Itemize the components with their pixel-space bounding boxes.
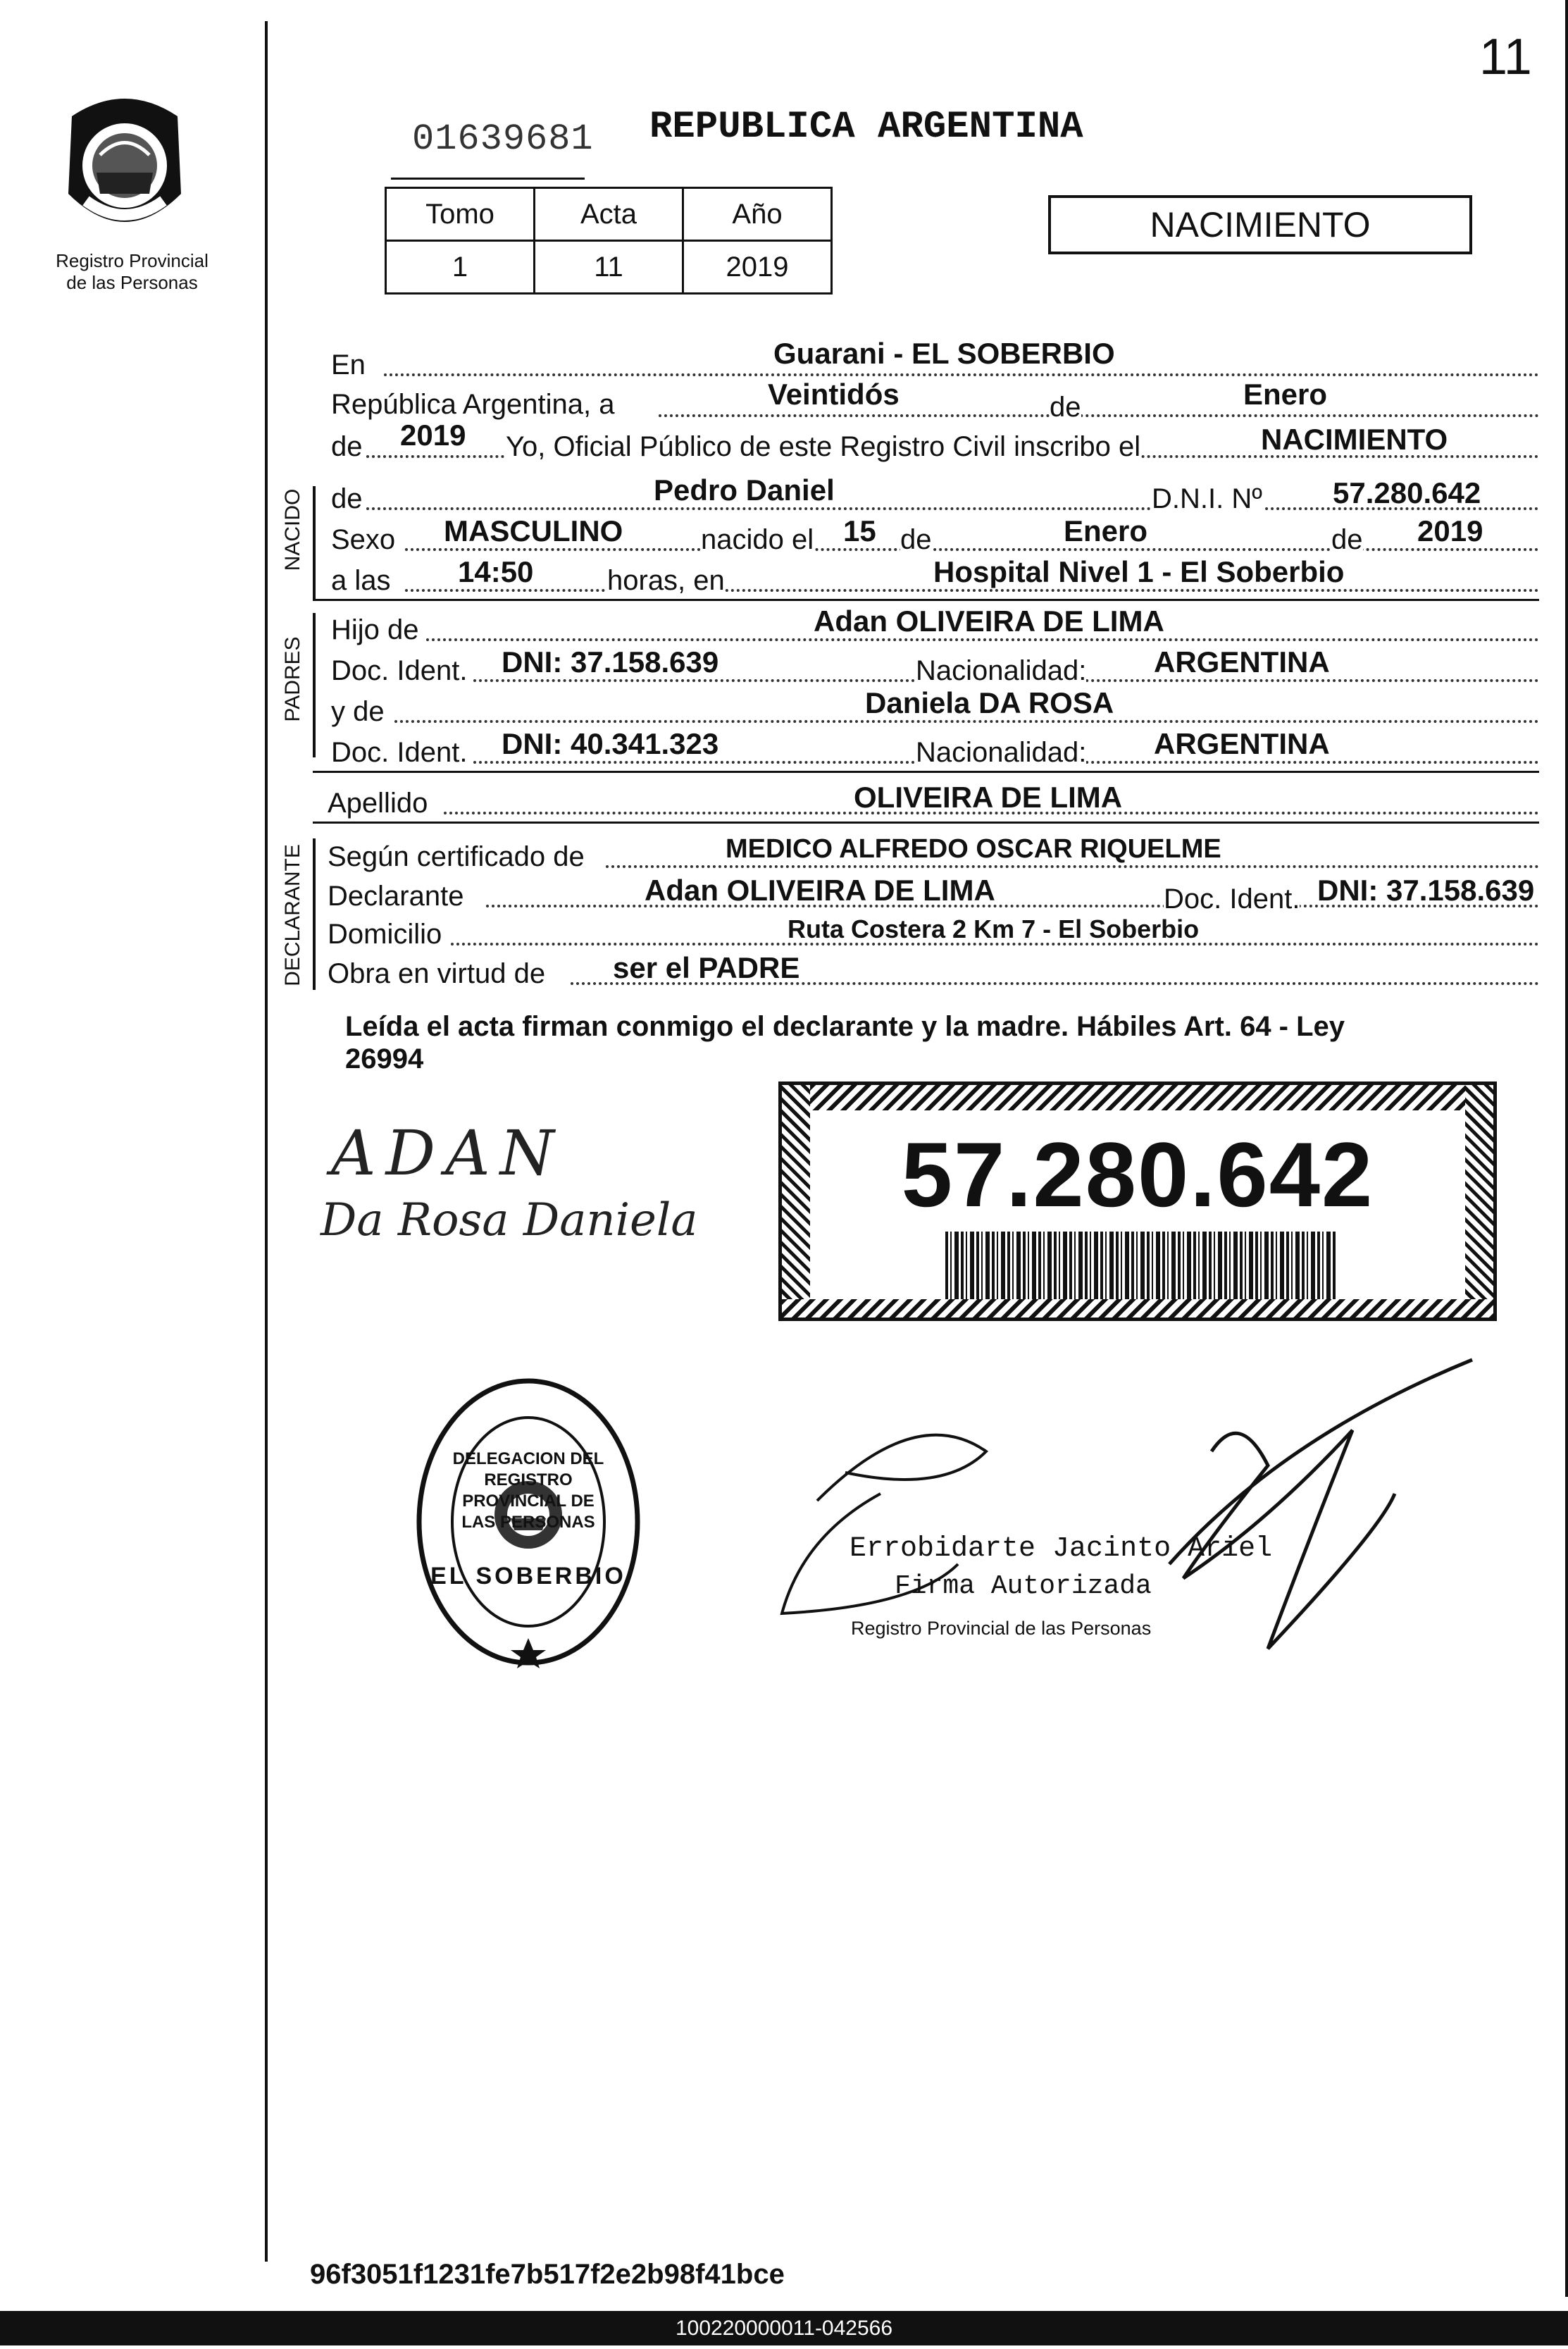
dots xyxy=(606,865,1539,868)
closing-line-2: 26994 xyxy=(345,1043,424,1074)
de2-label: de xyxy=(331,431,363,462)
nacionalidad-label: Nacionalidad: xyxy=(916,737,1087,768)
section-bar-nacido xyxy=(313,486,316,599)
provincial-logo xyxy=(58,88,192,243)
section-divider xyxy=(313,822,1539,824)
barcode xyxy=(945,1232,1337,1299)
republica-label: República Argentina, a xyxy=(331,389,615,420)
signature-declarante: ADAN xyxy=(331,1117,564,1189)
seal-text: DELEGACION DEL REGISTRO PROVINCIAL DE LAS PERSONAS xyxy=(452,1449,604,1532)
official-org: Registro Provincial de las Personas xyxy=(851,1618,1152,1639)
page-title: REPUBLICA ARGENTINA xyxy=(649,106,1083,149)
document-hash: 96f3051f1231fe7b517f2e2b98f41bce xyxy=(310,2259,785,2290)
closing-line-1: Leída el acta firman conmigo el declarante y la madre. Hábiles Art. 64 - Ley xyxy=(345,1011,1345,1042)
logo-caption xyxy=(39,250,225,294)
dots xyxy=(426,638,1539,641)
label-pattern-bottom xyxy=(782,1299,1493,1318)
value-ano: 2019 xyxy=(683,241,832,294)
domicilio-value: Ruta Costera 2 Km 7 - El Soberbio xyxy=(788,915,1200,943)
serial-number: 01639681 xyxy=(412,118,594,160)
day-value: Veintidós xyxy=(768,378,900,411)
seal-inner-text: EL SOBERBIO xyxy=(430,1563,626,1589)
birth-month: Enero xyxy=(1064,514,1148,547)
y-de-label: y de xyxy=(331,696,385,727)
dni-barcode-label xyxy=(778,1081,1497,1321)
footer-code: 100220000011-042566 xyxy=(675,2317,893,2340)
doc-type-box xyxy=(1048,195,1472,254)
certificado-label: Según certificado de xyxy=(328,841,585,872)
label-pattern-top xyxy=(782,1085,1493,1110)
doc-ident-label: Doc. Ident. xyxy=(331,737,468,768)
place-value: Guarani - EL SOBERBIO xyxy=(773,337,1115,370)
apellido-value: OLIVEIRA DE LIMA xyxy=(854,781,1123,814)
footer-bar xyxy=(0,2311,1568,2345)
margin-line xyxy=(265,21,268,2262)
sexo-value: MASCULINO xyxy=(444,514,623,547)
nacido-el-label: nacido el xyxy=(701,524,814,555)
year-value: 2019 xyxy=(400,419,466,452)
header-acta: Acta xyxy=(535,188,683,241)
section-label-nacido: NACIDO xyxy=(281,488,304,571)
header-tomo: Tomo xyxy=(386,188,535,241)
dots xyxy=(394,720,1539,723)
section-label-declarante: DECLARANTE xyxy=(281,844,304,986)
month-value: Enero xyxy=(1243,378,1328,411)
birth-time: 14:50 xyxy=(458,555,534,588)
apellido-label: Apellido xyxy=(328,788,428,819)
hijo-de-label: Hijo de xyxy=(331,614,419,645)
father-nationality: ARGENTINA xyxy=(1154,645,1330,678)
de-label: de xyxy=(1331,524,1363,555)
declarante-doc: DNI: 37.158.639 xyxy=(1317,874,1535,907)
de-label: de xyxy=(900,524,932,555)
value-acta: 11 xyxy=(535,241,683,294)
domicilio-label: Domicilio xyxy=(328,919,442,950)
dots xyxy=(405,548,1539,551)
tomo-acta-ano-table xyxy=(385,187,833,295)
father-doc: DNI: 37.158.639 xyxy=(502,645,719,678)
mother-nationality: ARGENTINA xyxy=(1154,727,1330,760)
father-name: Adan OLIVEIRA DE LIMA xyxy=(814,605,1164,638)
horas-en-label: horas, en xyxy=(607,565,725,596)
section-divider xyxy=(313,771,1539,773)
closing-statement xyxy=(345,1010,1536,1075)
declarante-label: Declarante xyxy=(328,881,464,912)
value-tomo: 1 xyxy=(386,241,535,294)
sexo-label: Sexo xyxy=(331,524,396,555)
official-role: Firma Autorizada xyxy=(895,1571,1152,1601)
doc-ident-label: Doc. Ident. xyxy=(331,655,468,686)
dots xyxy=(405,589,1539,592)
child-dni: 57.280.642 xyxy=(1333,476,1481,509)
signature-madre: Da Rosa Daniela xyxy=(321,1194,698,1246)
section-divider xyxy=(313,599,1539,601)
official-seal xyxy=(412,1374,645,1670)
obra-label: Obra en virtud de xyxy=(328,958,546,989)
birth-day: 15 xyxy=(843,514,876,547)
yo-text: Yo, Oficial Público de este Registro Civil inscribo el xyxy=(506,431,1141,462)
doc-ident-label: Doc. Ident. xyxy=(1164,884,1300,915)
doc-type: NACIMIENTO xyxy=(1150,205,1371,244)
section-bar-padres xyxy=(313,613,316,757)
declarante-value: Adan OLIVEIRA DE LIMA xyxy=(645,874,995,907)
page-number: 11 xyxy=(1479,29,1532,85)
header-ano: Año xyxy=(683,188,832,241)
mother-name: Daniela DA ROSA xyxy=(865,686,1114,719)
right-edge-line xyxy=(1565,0,1568,2297)
en-label: En xyxy=(331,349,366,380)
nacionalidad-label: Nacionalidad: xyxy=(916,655,1087,686)
section-bar-declarante xyxy=(313,838,316,990)
de-label: de xyxy=(331,483,363,514)
logo-caption-line1: Registro Provincial xyxy=(56,250,209,271)
child-name: Pedro Daniel xyxy=(654,473,835,507)
dni-label: D.N.I. Nº xyxy=(1152,483,1262,514)
mother-doc: DNI: 40.341.323 xyxy=(502,727,719,760)
de-label: de xyxy=(1050,392,1081,423)
section-label-padres: PADRES xyxy=(281,636,304,722)
birth-year: 2019 xyxy=(1417,514,1483,547)
dots xyxy=(659,414,1539,417)
official-signature-scribble xyxy=(775,1353,1507,1663)
a-las-label: a las xyxy=(331,565,391,596)
serial-underline xyxy=(391,178,585,180)
certificado-value: MEDICO ALFREDO OSCAR RIQUELME xyxy=(726,834,1221,864)
event-value: NACIMIENTO xyxy=(1261,423,1448,456)
label-dni-number: 57.280.642 xyxy=(901,1123,1374,1226)
birth-place: Hospital Nivel 1 - El Soberbio xyxy=(933,555,1345,588)
official-name: Errobidarte Jacinto Ariel xyxy=(850,1533,1273,1565)
logo-caption-line2: de las Personas xyxy=(66,272,198,293)
obra-value: ser el PADRE xyxy=(613,951,800,984)
dots xyxy=(384,373,1539,376)
